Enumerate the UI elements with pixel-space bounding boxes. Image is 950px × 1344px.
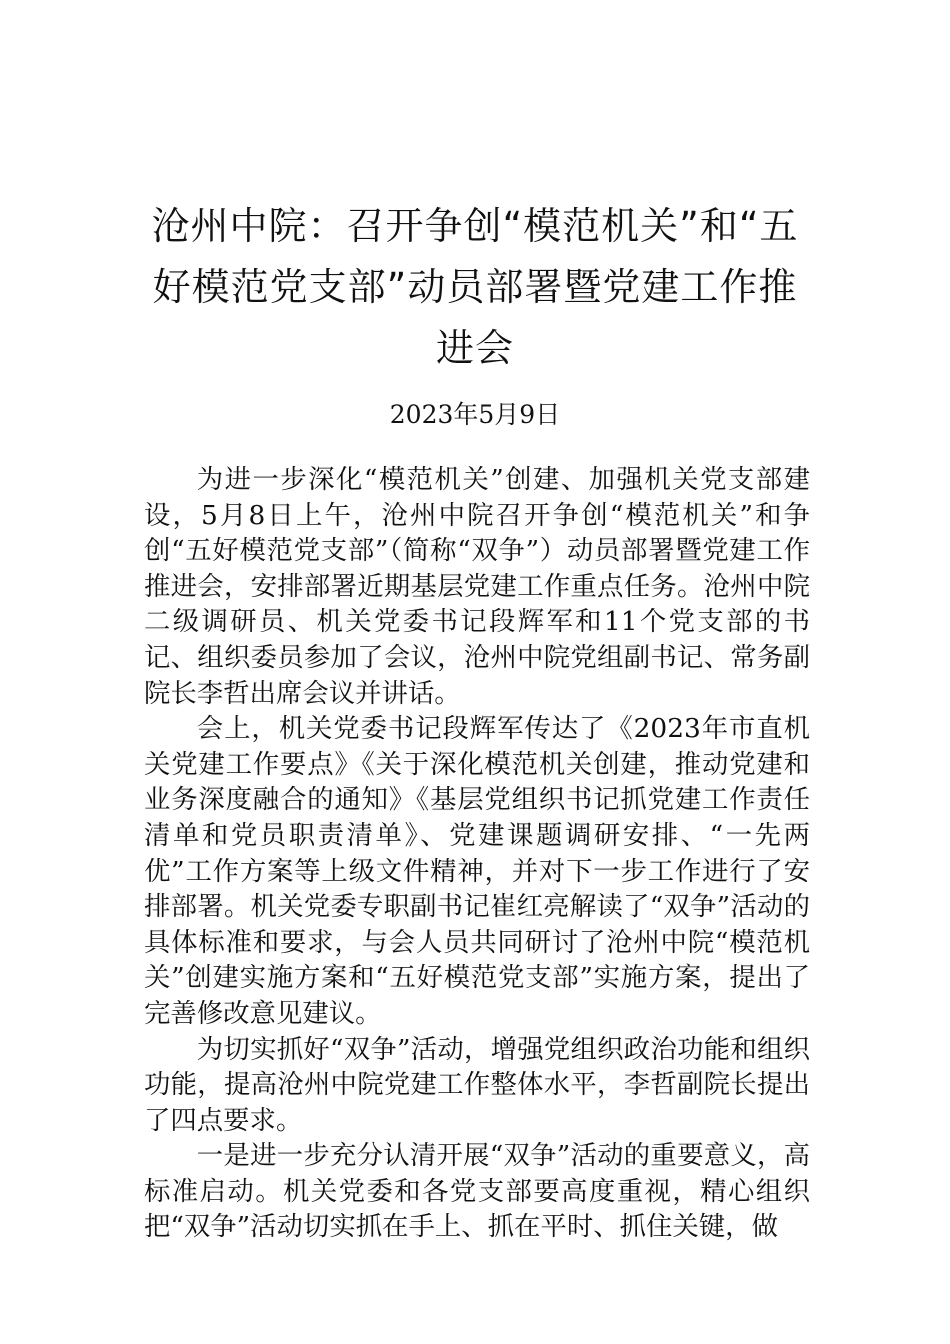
body-paragraph: 为进一步深化“模范机关”创建、加强机关党支部建设，5月8日上午，沧州中院召开争创“模范机关”和争创“五好模范党支部”（简称“双争”）动员部署暨党建工作推进会，安排部署近期基层党建工作重点任务。沧州中院二级调研员、机关党委书记段辉军和11个党支部的书记、组织委员参加了会议，沧州中院党组副书记、常务副院长李哲出席会议并讲话。 [144,464,810,709]
body-paragraph: 一是进一步充分认清开展“双争”活动的重要意义，高标准启动。机关党委和各党支部要高度重视，精心组织把“双争”活动切实抓在手上、抓在平时、抓住关键，做 [144,1140,810,1242]
body-paragraph: 会上，机关党委书记段辉军传达了《2023年市直机关党建工作要点》《关于深化模范机关创建，推动党建和业务深度融合的通知》《基层党组织书记抓党建工作责任清单和党员职责清单》、党建课题调研安排、“一先两优”工作方案等上级文件精神，并对下一步工作进行了安排部署。机关党委专职副书记崔红亮解读了“双争”活动的具体标准和要求，与会人员共同研讨了沧州中院“模范机关”创建实施方案和“五好模范党支部”实施方案，提出了完善修改意见建议。 [144,713,810,1029]
document-title: 沧州中院：召开争创“模范机关”和“五好模范党支部”动员部署暨党建工作推进会 [151,204,799,370]
document-date: 2023年5月9日 [389,400,561,429]
body-paragraph: 为切实抓好“双争”活动，增强党组织政治功能和组织功能，提高沧州中院党建工作整体水平，李哲副院长提出了四点要求。 [144,1033,810,1136]
document-body [144,462,810,1242]
